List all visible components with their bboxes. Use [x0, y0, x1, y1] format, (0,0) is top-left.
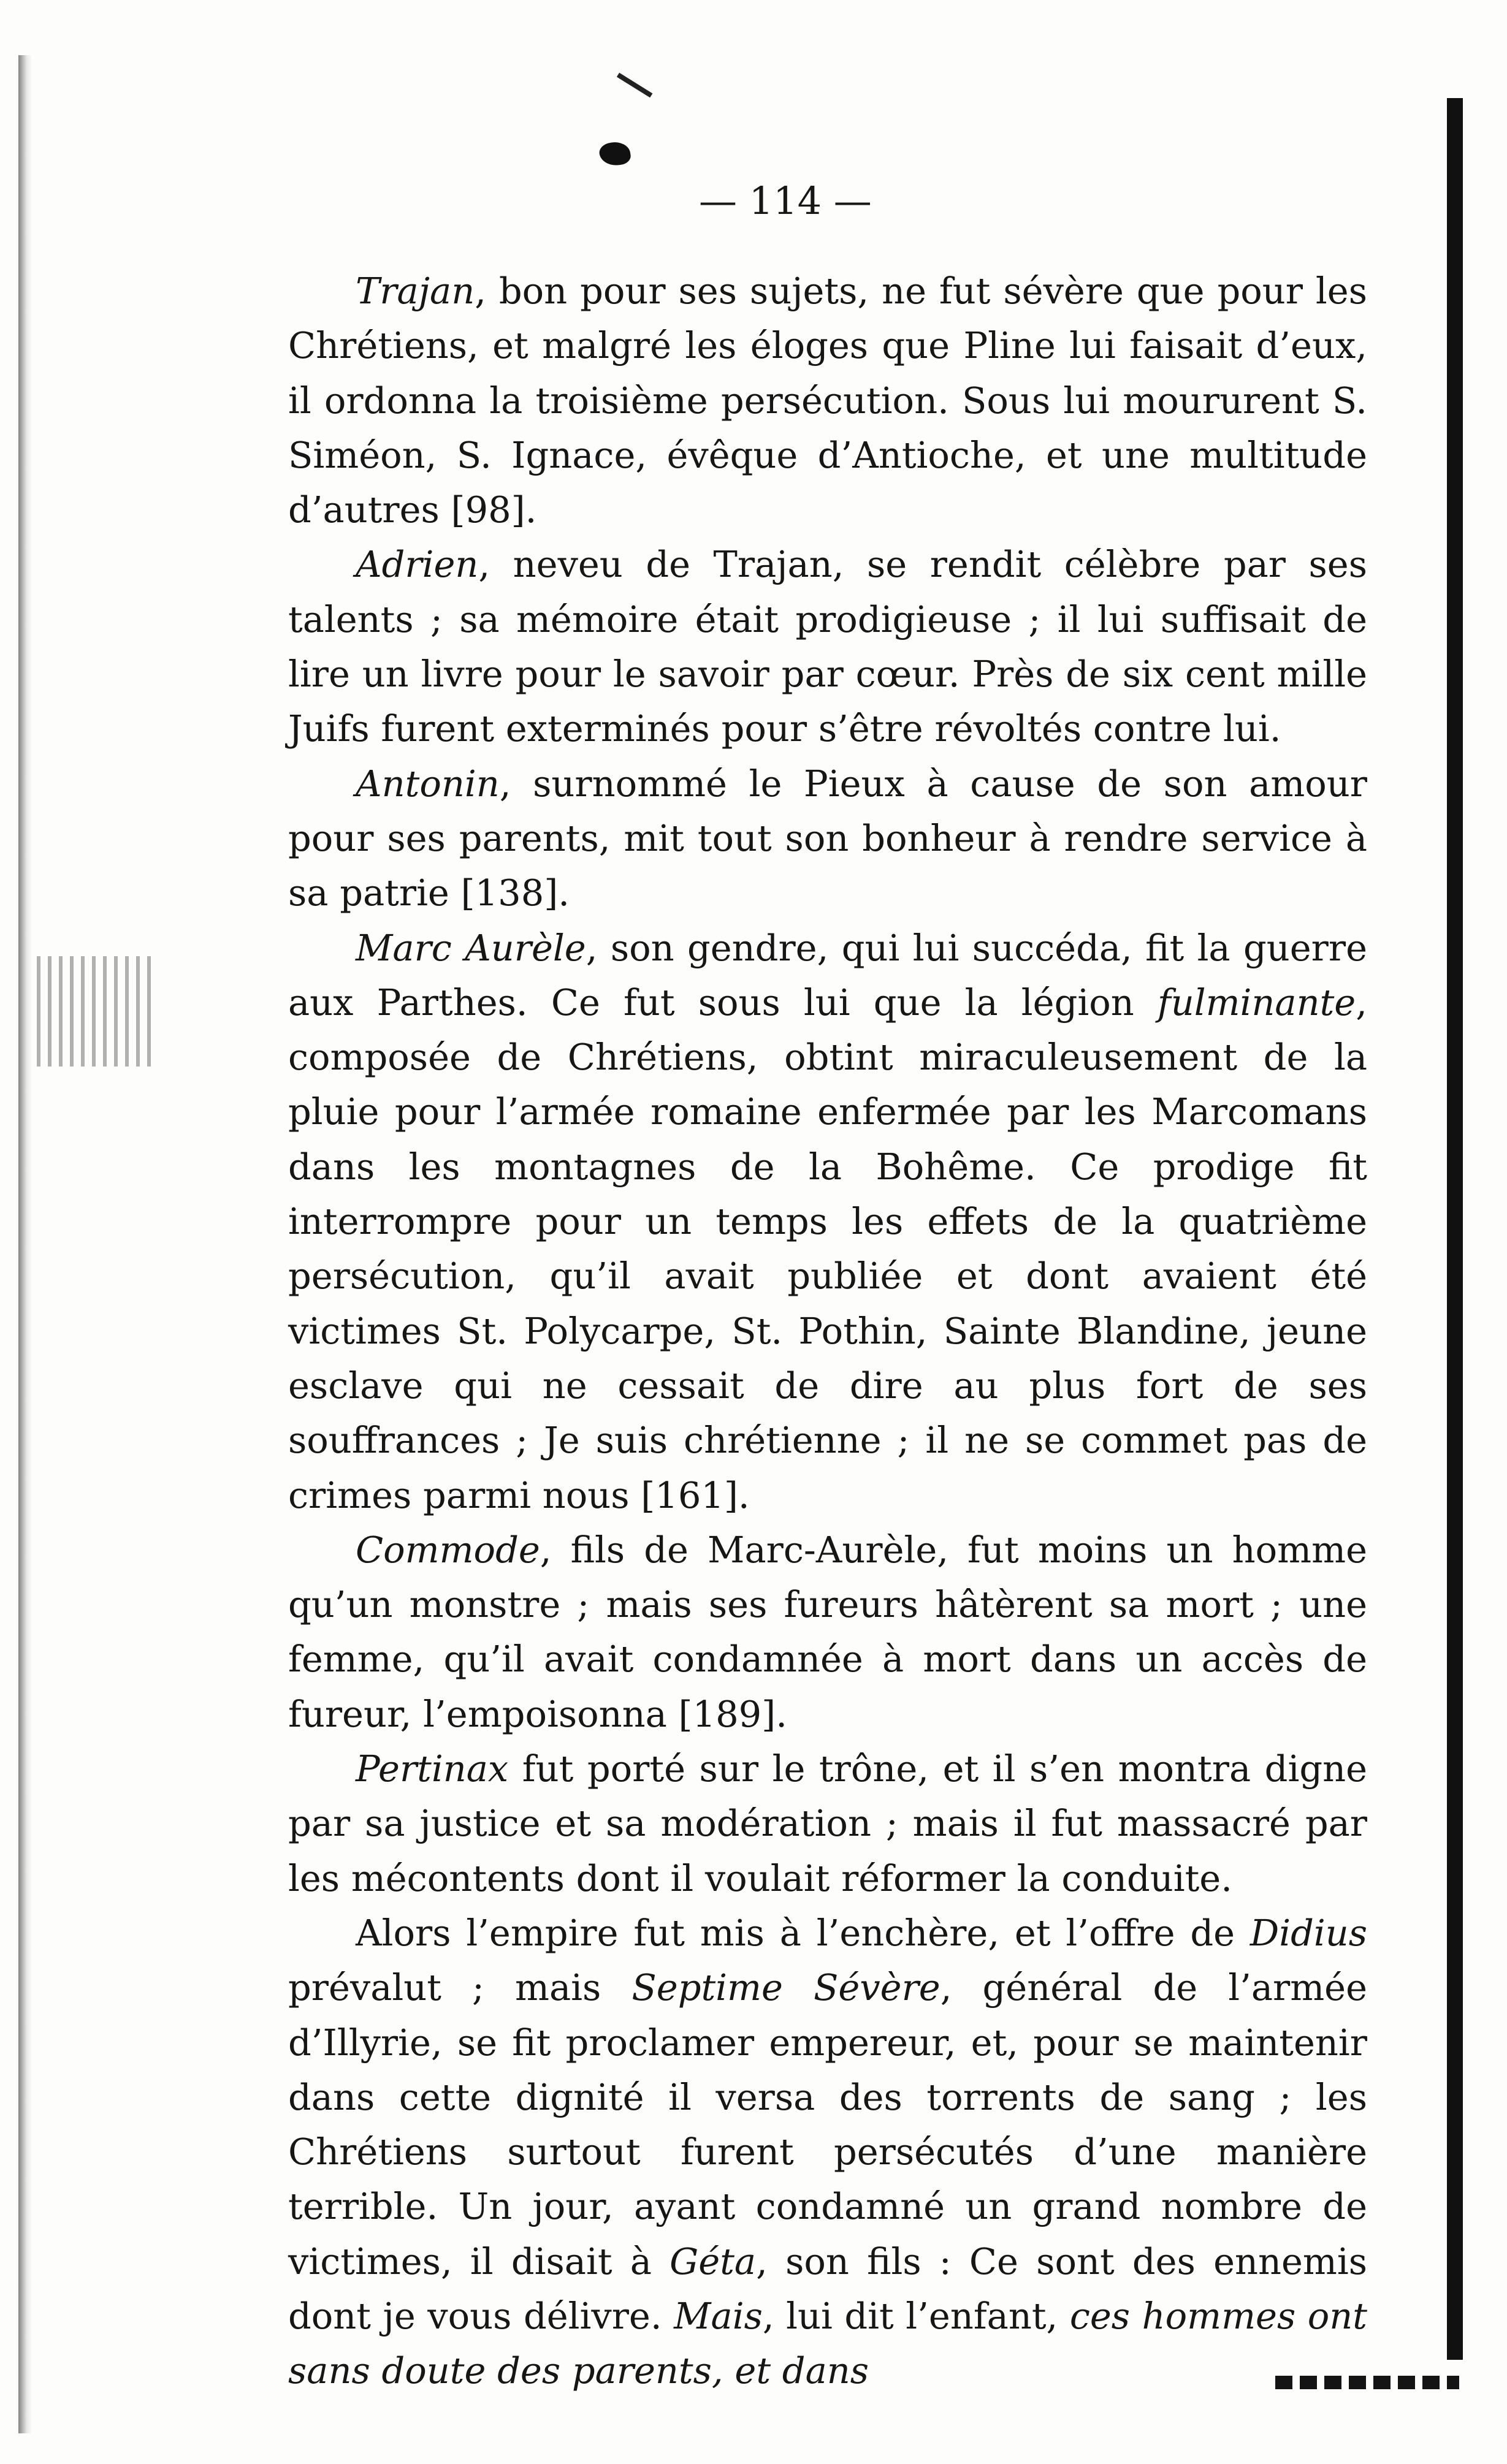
body-text: [288, 264, 1367, 2398]
text-segment: , général de l’armée d’Illyrie, se fit proclamer empereur, et, pour se maintenir dans cette dignité il versa des torrents de sang ; les Chrétiens surtout furent persécutés d’une manière terrible. Un jour, ayant condamné un grand nombre de victimes, il disait à: [288, 1966, 1367, 2283]
text-segment: fut porté sur le trône, et il s’en montra digne par sa justice et sa modération ; mais il fut massacré par les mécontents dont il voulait réformer la conduite.: [288, 1747, 1367, 1899]
italic-segment: ces hommes ont sans doute des parents, et dans: [288, 2294, 1367, 2392]
text-segment: , composée de Chrétiens, obtint miraculeusement de la pluie pour l’armée romaine enfermée par les Marcomans dans les montagnes de la Bohême. Ce prodige fit interrompre pour un temps les effets de la quatrième persécution, qu’il avait publiée et dont avaient été victimes St. Polycarpe, St. Pothin, Sainte Blandine, jeune esclave qui ne cessait de dire au plus fort de ses souffrances ; Je suis chrétienne ; il ne se commet pas de crimes parmi nous [161].: [288, 981, 1367, 1516]
italic-segment: Antonin: [356, 762, 500, 805]
scan-mark-top: [617, 73, 653, 98]
text-segment: , neveu de Trajan, se rendit célèbre par ses talents ; sa mémoire était prodigieuse ; il lui suffisait de lire un livre pour le savoir par cœur. Près de six cent mille Juifs furent exterminés pour s’être révoltés contre lui.: [288, 543, 1367, 750]
scan-artifact-left: [37, 956, 153, 1067]
paragraph: [288, 1523, 1367, 1741]
italic-segment: fulminante: [1157, 981, 1356, 1024]
italic-segment: Commode: [356, 1528, 540, 1571]
italic-segment: Marc Aurèle: [356, 926, 586, 969]
italic-segment: Trajan: [356, 270, 475, 312]
text-segment: prévalut ; mais: [288, 1966, 632, 2009]
ink-blot: [598, 140, 632, 168]
scan-shadow-left: [18, 55, 32, 2433]
italic-segment: Pertinax: [356, 1747, 509, 1790]
scan-border-right: [1447, 98, 1463, 2360]
italic-segment: Adrien: [356, 543, 479, 586]
text-segment: , bon pour ses sujets, ne fut sévère que pour les Chrétiens, et malgré les éloges que Pline lui faisait d’eux, il ordonna la troisième persécution. Sous lui moururent S. Siméon, S. Ignace, évêque d’Antioche, et une multitude d’autres [98].: [288, 270, 1367, 531]
paragraph: [288, 1906, 1367, 2398]
text-segment: , son gendre, qui lui succéda, fit la guerre aux Parthes. Ce fut sous lui que la légion: [288, 926, 1367, 1024]
italic-segment: Didius: [1249, 1911, 1367, 1954]
italic-segment: Mais: [674, 2294, 763, 2337]
text-segment: , fils de Marc-Aurèle, fut moins un homme qu’un monstre ; mais ses fureurs hâtèrent sa mort ; une femme, qu’il avait condamnée à mort dans un accès de fureur, l’empoisonna [189].: [288, 1528, 1367, 1735]
text-segment: , lui dit l’enfant,: [762, 2294, 1070, 2337]
paragraph: [288, 921, 1367, 1523]
text-segment: Alors l’empire fut mis à l’enchère, et l’offre de: [356, 1911, 1250, 1954]
paragraph: [288, 537, 1367, 756]
text-segment: , son fils : Ce sont des ennemis dont je vous délivre.: [288, 2240, 1367, 2337]
paragraph: [288, 264, 1367, 537]
paragraph: [288, 1741, 1367, 1906]
paragraph: [288, 756, 1367, 921]
text-segment: , surnommé le Pieux à cause de son amour pour ses parents, mit tout son bonheur à rendre service à sa patrie [138].: [288, 762, 1367, 914]
italic-segment: Septime Sévère: [631, 1966, 940, 2009]
page-number: — 114 —: [699, 178, 872, 223]
italic-segment: Géta: [670, 2240, 757, 2283]
